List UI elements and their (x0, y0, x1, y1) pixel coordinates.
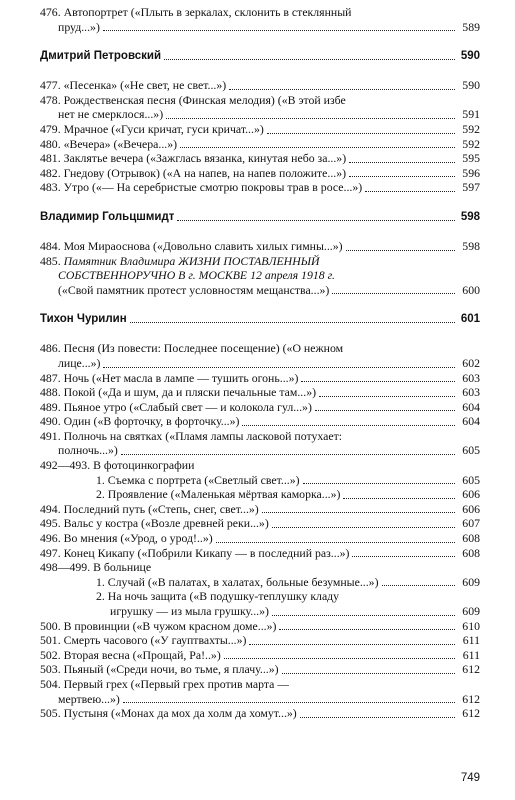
toc-entry (40, 385, 480, 400)
entry-title: лице...») (58, 355, 101, 370)
entry-title: «Песенка» («Не свет, не свет...») (63, 78, 227, 93)
entry-title: нет не смерклося...») (58, 107, 164, 122)
page-ref: 612 (462, 691, 480, 706)
page-ref: 600 (462, 282, 480, 297)
entry-number: 476. (40, 5, 64, 19)
dot-leader (177, 220, 455, 221)
entry-title: Песня (Из повести: Последнее посещение) («О нежном (63, 341, 344, 356)
entry-number: 502. (40, 647, 64, 662)
toc-entry (40, 589, 480, 604)
section-spacer (40, 297, 480, 312)
dot-leader (279, 629, 455, 630)
entry-number: 487. (40, 370, 64, 385)
toc-entry (40, 78, 480, 93)
page-ref: 603 (462, 385, 480, 400)
entry-number: 478. (40, 92, 64, 107)
toc-entry-continuation (40, 107, 480, 122)
dot-leader (164, 59, 455, 60)
table-of-contents (40, 5, 480, 721)
entry-number: 485. (40, 253, 64, 268)
entry-title: 2. На ночь защита («В подушку-теплушку кладу (96, 589, 340, 604)
entry-title: мертвею...») (58, 691, 120, 706)
page-ref: 596 (462, 165, 480, 180)
toc-entry (40, 516, 480, 531)
toc-entry (40, 487, 480, 502)
page-ref: 611 (462, 633, 480, 648)
page-ref: 590 (462, 78, 480, 93)
entry-title: Вальс у костра («Возле древней реки...») (63, 516, 269, 531)
page-ref: 592 (462, 121, 480, 136)
entry-title: Первый грех («Первый грех против марта — (63, 676, 290, 691)
page-ref: 608 (462, 531, 480, 546)
toc-entry (40, 429, 480, 444)
dot-leader (249, 644, 455, 645)
entry-title: 2. Проявление («Маленькая мёртвая каморка...») (96, 487, 341, 502)
dot-leader (272, 615, 455, 616)
entry-title: 1. Случай («В палатах, в халатах, больные безумные...») (96, 574, 379, 589)
toc-entry (40, 341, 480, 356)
entry-title: Смерть часового («У гауптвахты...») (63, 633, 247, 648)
entry-number: 486. (40, 341, 64, 356)
toc-entry (40, 662, 480, 677)
entry-title: Гнедову (Отрывок) («А на напев, на напев положите...») (63, 165, 347, 180)
entry-title: Памятник Владимира ЖИЗНИ ПОСТАВЛЕННЫЙ (63, 253, 320, 268)
author-name: Владимир Гольцшмидт (40, 210, 175, 223)
entry-number: 477. (40, 78, 64, 93)
entry-title: СОБСТВЕННОРУЧНО В г. МОСКВЕ 12 апреля 1918 г. (58, 268, 335, 283)
entry-number: 497. (40, 545, 64, 560)
entry-number: 503. (40, 662, 64, 677)
dot-leader (216, 542, 455, 543)
toc-entry (40, 400, 480, 415)
section-spacer (40, 326, 480, 341)
page-ref: 595 (462, 151, 480, 166)
page-ref: 606 (462, 501, 480, 516)
entry-number: 501. (40, 633, 64, 648)
toc-entry (40, 677, 480, 692)
toc-entry (40, 502, 480, 517)
entry-title: Рождественская песня (Финская мелодия) («В этой избе (63, 92, 346, 107)
section-heading (40, 312, 480, 326)
page-ref: 591 (462, 107, 480, 122)
entry-number: 484. (40, 238, 64, 253)
toc-entry-continuation (40, 692, 480, 707)
author-name: Тихон Чурилин (40, 313, 127, 326)
toc-entry (40, 122, 480, 137)
dot-leader (121, 454, 455, 455)
entry-title: Ночь («Нет масла в лампе — тушить огонь...») (63, 370, 299, 385)
entry-title: Один («В форточку, в форточку...») (63, 414, 240, 429)
group-heading (40, 458, 480, 473)
entry-title: игрушку — из мыла грушку...») (110, 604, 269, 618)
toc-entry (40, 166, 480, 181)
entry-title: 1. Съемка с портрета («Светлый свет...») (96, 472, 300, 487)
page-ref: 606 (462, 487, 480, 502)
entry-title: Пустыня («Монах да мох да холм да хомут...») (63, 706, 297, 721)
toc-entry (40, 137, 480, 152)
toc-entry (40, 575, 480, 590)
page-ref: 592 (462, 136, 480, 151)
dot-leader (303, 483, 455, 484)
dot-leader (365, 191, 455, 192)
toc-entry (40, 151, 480, 166)
entry-title: Во мнения («Урод, о урод!..») (63, 531, 213, 546)
dot-leader (224, 658, 455, 659)
dot-leader (282, 673, 455, 674)
dot-leader (349, 176, 455, 177)
author-name: Дмитрий Петровский (40, 50, 162, 63)
toc-entry-continuation (40, 443, 480, 458)
section-spacer (40, 63, 480, 78)
dot-leader (262, 512, 455, 513)
page-ref: 609 (462, 604, 480, 618)
dot-leader (343, 498, 455, 499)
group-heading (40, 560, 480, 575)
entry-number: 498—499. (40, 560, 94, 575)
entry-number: 480. (40, 136, 64, 151)
entry-number: 504. (40, 676, 64, 691)
page-ref: 611 (462, 647, 480, 662)
entry-number: 490. (40, 414, 64, 429)
entry-title: («Свой памятник протест условностям мещанства...») (58, 282, 330, 297)
dot-leader (242, 425, 455, 426)
entry-title: «Вечера» («Вечера...») (63, 136, 178, 151)
page-ref: 597 (462, 180, 480, 195)
page-ref: 608 (462, 545, 480, 560)
toc-entry (40, 531, 480, 546)
dot-leader (229, 89, 455, 90)
entry-number: 496. (40, 531, 64, 546)
dot-leader (123, 702, 455, 703)
section-heading (40, 49, 480, 63)
entry-number: 488. (40, 385, 64, 400)
page-ref: 607 (462, 516, 480, 531)
toc-entry-continuation (40, 283, 480, 298)
entry-title: Заклятье вечера («Зажглась вязанка, кинутая небо за...») (63, 151, 347, 166)
dot-leader (352, 556, 455, 557)
entry-number: 489. (40, 399, 64, 414)
entry-title: Полночь на святках («Пламя лампы ласковой потухает: (63, 428, 343, 443)
entry-title: Пьяный («Среди ночи, во тьме, я плачу...») (63, 662, 279, 677)
entry-title: В провинции («В чужом красном доме...») (63, 618, 277, 633)
toc-entry (40, 648, 480, 663)
entry-title: Покой («Да и шум, да и пляски печальные там...») (63, 385, 317, 400)
dot-leader (103, 367, 455, 368)
toc-entry-continuation (40, 356, 480, 371)
entry-number: 481. (40, 151, 64, 166)
dot-leader (103, 30, 455, 31)
entry-number: 491. (40, 428, 64, 443)
toc-entry (40, 414, 480, 429)
dot-leader (332, 293, 455, 294)
group-title: В фотоцинкографии (93, 458, 195, 473)
section-spacer (40, 224, 480, 239)
toc-entry (40, 180, 480, 195)
dot-leader (349, 162, 455, 163)
section-spacer (40, 195, 480, 210)
dot-leader (130, 322, 455, 323)
page-ref: 610 (462, 618, 480, 633)
entry-number: 495. (40, 516, 64, 531)
entry-title: Моя Мираоснова («Довольно славить хилых гимны...») (63, 238, 343, 253)
entry-title: Пьяное утро («Слабый свет — и колокола гул...») (63, 399, 312, 414)
toc-entry-continuation (40, 268, 480, 283)
toc-entry (40, 473, 480, 488)
entry-number: 505. (40, 706, 64, 721)
page-ref: 598 (460, 210, 480, 223)
entry-title: полночь...») (58, 443, 118, 458)
toc-entry (40, 633, 480, 648)
section-spacer (40, 34, 480, 49)
page-ref: 612 (462, 662, 480, 677)
page-ref: 612 (462, 706, 480, 721)
page-ref: 589 (462, 19, 480, 34)
page-ref: 602 (462, 355, 480, 370)
page-ref: 604 (462, 414, 480, 429)
entry-title: Вторая весна («Прощай, Ра!..») (63, 647, 221, 662)
dot-leader (180, 147, 455, 148)
toc-entry-continuation (40, 20, 480, 35)
entry-number: 482. (40, 165, 64, 180)
page-ref: 598 (462, 238, 480, 253)
toc-entry (40, 239, 480, 254)
entry-number: 483. (40, 180, 64, 195)
entry-title: Автопортрет («Плыть в зеркалах, склонить в стеклянный (63, 5, 352, 19)
entry-number: 492—493. (40, 458, 94, 473)
toc-entry (40, 93, 480, 108)
dot-leader (301, 381, 455, 382)
page-ref: 603 (462, 370, 480, 385)
toc-entry (40, 706, 480, 721)
toc-entry (40, 5, 480, 20)
page-ref: 605 (462, 472, 480, 487)
entry-title: Последний путь («Степь, снег, свет...») (63, 501, 259, 516)
dot-leader (267, 133, 455, 134)
dot-leader (346, 250, 455, 251)
entry-title: пруд...») (58, 19, 100, 34)
toc-entry (40, 254, 480, 269)
toc-entry-continuation (40, 604, 480, 619)
page-ref: 590 (460, 50, 480, 63)
dot-leader (272, 527, 455, 528)
entry-title: Утро («— На серебристые смотрю покровы трав в росе...») (63, 180, 363, 195)
dot-leader (300, 717, 455, 718)
entry-title: Мрачное («Гуси кричат, гуси кричат...») (63, 121, 264, 136)
toc-entry (40, 546, 480, 561)
page-ref: 609 (462, 574, 480, 589)
dot-leader (315, 410, 455, 411)
entry-number: 494. (40, 501, 64, 516)
page-ref: 605 (462, 443, 480, 458)
page-number: 749 (460, 772, 480, 784)
section-heading (40, 210, 480, 224)
entry-number: 479. (40, 121, 64, 136)
group-title: В больнице (93, 560, 152, 575)
page-ref: 604 (462, 399, 480, 414)
entry-title: Конец Кикапу («Побрили Кикапу — в последний раз...») (63, 545, 350, 560)
dot-leader (166, 118, 455, 119)
toc-entry (40, 371, 480, 386)
entry-number: 500. (40, 618, 64, 633)
toc-entry (40, 619, 480, 634)
page-ref: 601 (460, 313, 480, 326)
dot-leader (382, 585, 455, 586)
dot-leader (319, 396, 455, 397)
